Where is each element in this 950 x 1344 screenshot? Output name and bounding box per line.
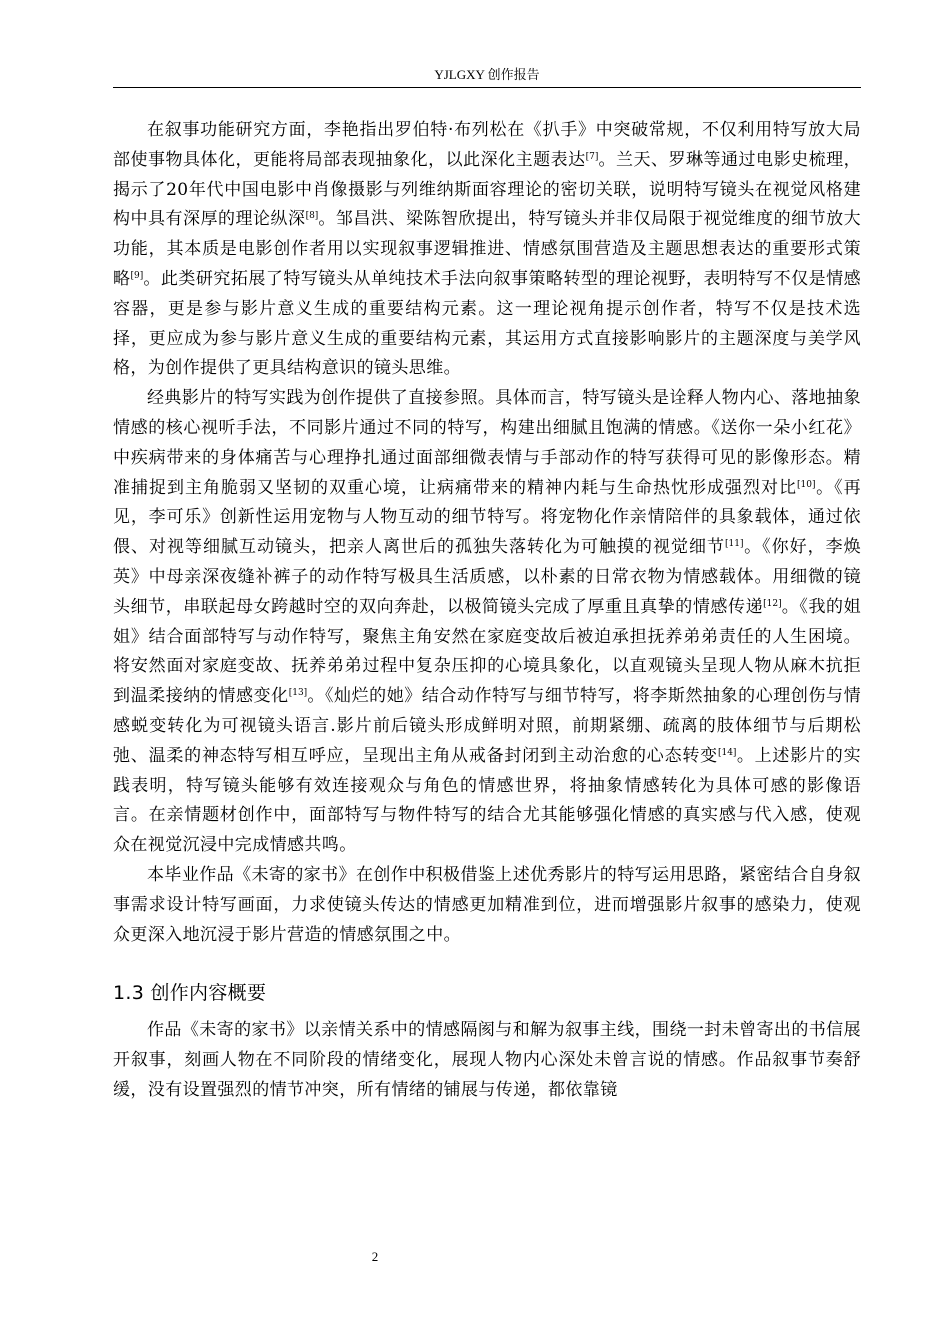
- text-run: 本毕业作品《未寄的家书》在创作中积极借鉴上述优秀影片的特写运用思路，紧密结合自身叙事需求设计特写画面，力求使镜头传达的情感更加精准到位，进而增强影片叙事的感染力，使观众更深入地沉浸于影片营造的情感氛围之中。: [113, 864, 861, 945]
- paragraph-classic-films: [113, 384, 861, 861]
- citation-7: [7]: [585, 151, 599, 162]
- citation-14: [14]: [717, 747, 737, 758]
- text-run: 。《灿烂的她》结合动作特写与细节特写，将李斯然抽象的心理创伤与情感蜕变转化为可视镜头语言.影片前后镜头形成鲜明对照，前期紧绷、疏离的肢体细节与后期松弛、温柔的神态特写相互呼应，呈现出主角从戒备封闭到主动治愈的心态转变: [113, 686, 861, 766]
- text-run: 。兰天、罗琳等通过电影史梳理，揭示了20年代中国电影中肖像摄影与列维纳斯面容理论的密切关联，说明特写镜头在视觉风格建构中具有深厚的理论纵深: [113, 149, 861, 230]
- paragraph-narrative-function: [113, 116, 861, 384]
- text-run: 。《你好，李焕英》中母亲深夜缝补裤子的动作特写极具生活质感，以朴素的日常衣物为情感载体。用细微的镜头细节，串联起母女跨越时空的双向奔赴，以极简镜头完成了厚重且真挚的情感传递: [113, 537, 861, 617]
- text-run: 。《我的姐姐》结合面部特写与动作特写，聚焦主角安然在家庭变故后被迫承担抚养弟弟责任的人生困境。将安然面对家庭变故、抚养弟弟过程中复杂压抑的心境具象化，以直观镜头呈现人物从麻木抗拒到温柔接纳的情感变化: [113, 596, 861, 707]
- paragraph-graduation-work: [113, 861, 861, 950]
- text-run: 作品《未寄的家书》以亲情关系中的情感隔阂与和解为叙事主线，围绕一封未曾寄出的书信展开叙事，刻画人物在不同阶段的情绪变化，展现人物内心深处未曾言说的情感。作品叙事节奏舒缓，没有设置强烈的情节冲突，所有情绪的铺展与传递，都依靠镜: [113, 1020, 861, 1100]
- page-number: 2: [371, 1249, 379, 1264]
- citation-13: [13]: [288, 688, 308, 699]
- text-run: 在叙事功能研究方面，李艳指出罗伯特·布列松在《扒手》中突破常规，不仅利用特写放大局部使事物具体化，更能将局部表现抽象化，以此深化主题表达: [113, 120, 861, 170]
- citation-10: [10]: [797, 479, 816, 490]
- text-run: 。此类研究拓展了特写镜头从单纯技术手法向叙事策略转型的理论视野，表明特写不仅是情感容器，更是参与影片意义生成的重要结构元素。这一理论视角提示创作者，特写不仅是技术选择，更应成为参与影片意义生成的重要结构元素，其运用方式直接影响影片的主题深度与美学风格，为创作提供了更具结构意识的镜头思维。: [113, 268, 861, 379]
- running-header: YJLGXY 创作报告: [434, 67, 540, 82]
- text-run: 。上述影片的实践表明，特写镜头能够有效连接观众与角色的情感世界，将抽象情感转化为具体可感的影像语言。在亲情题材创作中，面部特写与物件特写的结合尤其能够强化情感的真实感与代入感，使观众在视觉沉浸中完成情感共鸣。: [113, 745, 861, 856]
- citation-8: [8]: [305, 211, 319, 222]
- citation-11: [11]: [725, 539, 744, 550]
- body-text: [113, 116, 861, 1106]
- citation-9: [9]: [130, 270, 144, 281]
- text-run: 经典影片的特写实践为创作提供了直接参照。具体而言，特写镜头是诠释人物内心、落地抽象情感的核心视听手法，不同影片通过不同的特写，构建出细腻且饱满的情感。《送你一朵小红花》中疾病带来的身体痛苦与心理挣扎通过面部细微表情与手部动作的特写获得可见的影像形态。精准捕捉到主角脆弱又坚韧的双重心境，让病痛带来的精神内耗与生命热忱形成强烈对比: [113, 388, 861, 498]
- citation-12: [12]: [763, 598, 782, 609]
- section-heading: 1.3 创作内容概要: [113, 982, 267, 1005]
- header-rule: [113, 87, 861, 88]
- paragraph-content-summary: [113, 1016, 861, 1105]
- text-run: 。《再见，李可乐》创新性运用宠物与人物互动的细节特写。将宠物化作亲情陪伴的具象载体，通过依偎、对视等细腻互动镜头，把亲人离世后的孤独失落转化为可触摸的视觉细节: [113, 477, 862, 558]
- text-run: 。邹昌洪、梁陈智欣提出，特写镜头并非仅局限于视觉维度的细节放大功能，其本质是电影创作者用以实现叙事逻辑推进、情感氛围营造及主题思想表达的重要形式策略: [113, 209, 861, 289]
